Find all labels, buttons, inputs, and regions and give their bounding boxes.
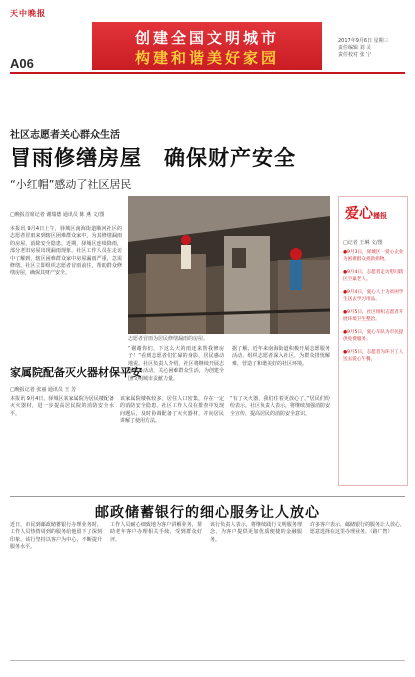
charity-sidebox [338, 196, 408, 486]
lead-subhead: “小红帽”感动了社区居民 [10, 178, 132, 191]
section2-body-col3: “有了灭火器，我们住着更放心了。”居民们纷纷表示。社区负责人表示，将继续加强消防安全宣传，提高居民的消防安全意识。 [230, 396, 331, 417]
sidebox-item: ●9月4日，爱心人士为贫困学生送去学习用品。 [343, 290, 404, 302]
date-block [338, 38, 389, 59]
campaign-banner [92, 22, 322, 70]
sidebox-item: ●9月5日，志愿者为环卫工人送去爱心午餐。 [343, 350, 404, 362]
section2-byline: □晚报记者 张丽 通讯员 王 芳 [10, 387, 77, 393]
sidebox-item: ●9月4日，志愿者走访慰问辖区空巢老人。 [343, 270, 404, 282]
editor-credit: 责任编辑 刘 灵 [338, 45, 372, 51]
bottom-rule [10, 660, 405, 661]
masthead-rule [10, 72, 405, 74]
sidebox-logo-tag: 播报 [373, 211, 387, 220]
banner-line-2: 构建和谐美好家园 [134, 49, 279, 67]
section3-body-col4: 许多客户表示，邮储银行的服务让人放心，愿意选择在这里办理业务。（路广智） [310, 522, 406, 536]
sidebox-list [343, 249, 405, 369]
lead-body-col1: 本报讯 9月4日上午，驿城区南海街道顺河社区的志愿者冒雨来到辖区困难群众家中，为其修缮漏雨的房屋，消除安全隐患。近期，驿城区连续降雨，部分老旧房屋出现漏雨现象。社区工作人员在走访中了解到，辖区困难群众家中房屋漏雨严重，急需修缮。社区立即组织志愿者冒雨前往，帮助群众修缮房屋，确保其财产安全。 [10, 226, 122, 277]
section-divider [10, 496, 405, 497]
photo-illustration [128, 196, 330, 334]
news-photo [128, 196, 330, 334]
banner-line-1: 创建全国文明城市 [134, 29, 279, 47]
lead-body-col2: “谢谢你们，下这么大的雨还来帮我修房子！”看到志愿者们忙碌的身影，居民感动地说。社区负责人介绍，社区将继续开展志愿服务活动，关心困难群众生活，为创建全国文明城市贡献力量。 [128, 346, 224, 382]
section3-body-col3: 该行负责人表示，将继续践行文明服务理念，为客户提供更加优质便捷的金融服务。 [210, 522, 302, 543]
sidebox-item: ●9月5日，社区组织志愿者开展环境卫生整治。 [343, 310, 404, 322]
sidebox-item: ●9月5日，爱心车队为市民提供免费服务。 [343, 330, 404, 342]
sidebox-logo [345, 203, 387, 223]
section2-title: 家属院配备灭火器材保平安 [10, 366, 142, 379]
page-number: A06 [10, 56, 34, 71]
section3-title: 邮政储蓄银行的细心服务让人放心 [95, 505, 320, 521]
masthead [0, 0, 415, 74]
newspaper-brand: 天中晚报 [10, 8, 46, 18]
sidebox-heading: □记者 王琳 文/图 [343, 240, 383, 246]
photo-caption: 志愿者冒雨为居民修缮漏雨的房屋。 [128, 336, 209, 342]
lead-body-col3: 据了解，近年来南海街道积极开展志愿服务活动，组织志愿者深入社区，为群众排忧解难，营造了和谐美好的社区环境。 [232, 346, 330, 367]
lead-kicker: 社区志愿者关心群众生活 [10, 130, 120, 141]
lead-byline: □晚报首席记者 谢瑞德 通讯员 陈 燕 文/图 [10, 212, 105, 218]
proofreader-credit: 责任校对 张 宁 [338, 52, 372, 58]
sidebox-logo-text: 爱心 [345, 206, 373, 222]
section2-body-col2: 该家属院楼栋较多，居住人口密集，存在一定的消防安全隐患。社区工作人员在排查中发现问题后，及时协调配备了灭火器材，并向居民讲解了使用方法。 [120, 396, 224, 425]
issue-date: 2017年9月6日 星期三 [338, 38, 389, 44]
section3-body-col1: 近日，市民到邮政储蓄银行办理业务时，工作人员热情周到的服务给他留下了深刻印象。该行坚持以客户为中心，不断提升服务水平。 [10, 522, 102, 551]
lead-headline: 冒雨修缮房屋 确保财产安全 [10, 145, 296, 170]
section3-body-col2: 工作人员耐心细致地为客户讲解业务，帮助老年客户办理相关手续，受到群众好评。 [110, 522, 202, 543]
section2-body-col1: 本报讯 9月4日，驿城区某家属院为居民楼配备灭火器材，进一步提高居民院的消防安全水平。 [10, 396, 114, 417]
sidebox-item: ●9月3日，驿城区一爱心企业为困难群众捐款捐物。 [343, 250, 404, 262]
